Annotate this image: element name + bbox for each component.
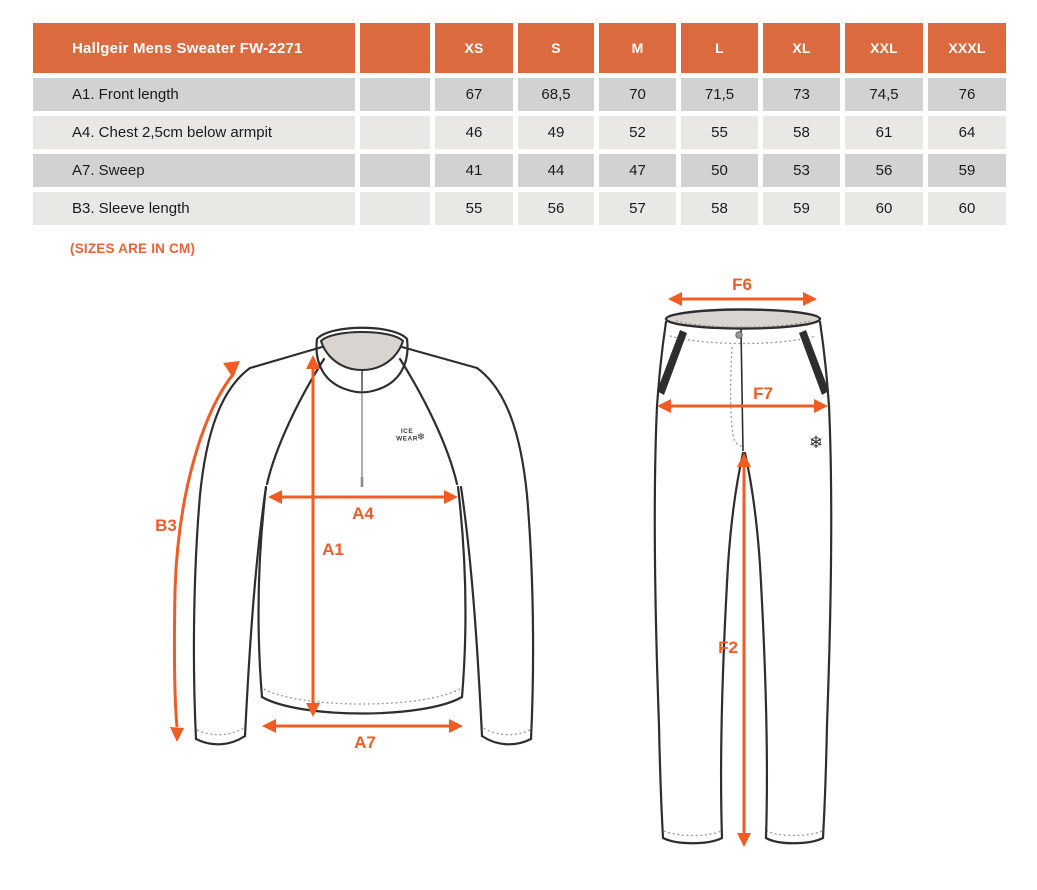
table-header-spacer bbox=[360, 23, 430, 73]
icewear-logo bbox=[396, 428, 425, 443]
row-spacer bbox=[360, 154, 430, 187]
cell-value: 52 bbox=[599, 116, 676, 149]
row-label: A1. Front length bbox=[33, 78, 355, 111]
size-table bbox=[33, 23, 1006, 225]
sweater-right-sleeve-outer bbox=[477, 368, 533, 739]
cell-value: 60 bbox=[845, 192, 923, 225]
sweater-left-raglan-seam bbox=[267, 359, 324, 484]
cell-value: 68,5 bbox=[518, 78, 594, 111]
row-spacer bbox=[360, 116, 430, 149]
a7-arrowhead-left bbox=[262, 719, 276, 733]
row-label: B3. Sleeve length bbox=[33, 192, 355, 225]
f2-arrowhead-bottom bbox=[737, 833, 751, 847]
cell-value: 53 bbox=[763, 154, 840, 187]
cell-value: 58 bbox=[681, 192, 758, 225]
sweater-right-raglan-seam bbox=[400, 359, 457, 484]
sweater-hem-stitch bbox=[264, 689, 460, 704]
pants-fly-stitch bbox=[731, 347, 742, 446]
sweater-left-sleeve-outer bbox=[194, 368, 250, 739]
pants-right-hem bbox=[766, 838, 823, 843]
size-header-l: L bbox=[681, 23, 758, 73]
cell-value: 49 bbox=[518, 116, 594, 149]
pants-measurement-arrows bbox=[657, 275, 828, 847]
cell-value: 74,5 bbox=[845, 78, 923, 111]
pants-button bbox=[736, 332, 742, 338]
size-header-xl: XL bbox=[763, 23, 840, 73]
cell-value: 55 bbox=[435, 192, 513, 225]
units-note: (SIZES ARE IN CM) bbox=[70, 241, 196, 256]
cell-value: 73 bbox=[763, 78, 840, 111]
cell-value: 70 bbox=[599, 78, 676, 111]
cell-value: 55 bbox=[681, 116, 758, 149]
b3-label: B3 bbox=[155, 516, 177, 535]
pants-front-seam bbox=[741, 329, 743, 451]
pants-measurement-diagram bbox=[620, 275, 880, 875]
sweater-right-cuff bbox=[482, 736, 531, 744]
cell-value: 67 bbox=[435, 78, 513, 111]
b3-arrow bbox=[174, 373, 234, 727]
pants-waist-opening bbox=[666, 310, 820, 329]
logo-text-line2: WEAR bbox=[396, 435, 418, 443]
sweater-measurement-arrows bbox=[155, 355, 463, 752]
pants-right-side bbox=[820, 322, 831, 838]
pants-left-hem-stitch bbox=[664, 831, 721, 836]
sweater-right-shoulder-seam bbox=[402, 347, 477, 368]
f2-label: F2 bbox=[718, 638, 738, 657]
size-header-xxl: XXL bbox=[845, 23, 923, 73]
table-title: Hallgeir Mens Sweater FW-2271 bbox=[33, 23, 355, 73]
cell-value: 56 bbox=[845, 154, 923, 187]
sweater-right-sleeve-inner bbox=[461, 487, 482, 736]
row-spacer bbox=[360, 192, 430, 225]
row-label: A4. Chest 2,5cm below armpit bbox=[33, 116, 355, 149]
snowflake-icon: ❄ bbox=[808, 433, 824, 452]
cell-value: 60 bbox=[928, 192, 1006, 225]
size-header-s: S bbox=[518, 23, 594, 73]
b3-arrowhead-bottom bbox=[170, 727, 184, 742]
cell-value: 76 bbox=[928, 78, 1006, 111]
f7-label: F7 bbox=[753, 384, 773, 403]
a4-arrowhead-left bbox=[268, 490, 282, 504]
pants-waistband-stitch bbox=[670, 336, 816, 344]
cell-value: 59 bbox=[763, 192, 840, 225]
size-header-xs: XS bbox=[435, 23, 513, 73]
cell-value: 44 bbox=[518, 154, 594, 187]
row-label: A7. Sweep bbox=[33, 154, 355, 187]
a1-label: A1 bbox=[322, 540, 344, 559]
f6-label: F6 bbox=[732, 275, 752, 294]
cell-value: 61 bbox=[845, 116, 923, 149]
f7-arrowhead-right bbox=[814, 399, 828, 413]
cell-value: 58 bbox=[763, 116, 840, 149]
sweater-hem bbox=[262, 697, 462, 714]
cell-value: 47 bbox=[599, 154, 676, 187]
pants-right-inseam bbox=[745, 453, 767, 838]
sweater-collar-inner bbox=[321, 332, 403, 370]
cell-value: 57 bbox=[599, 192, 676, 225]
sweater-left-cuff bbox=[196, 736, 245, 744]
cell-value: 56 bbox=[518, 192, 594, 225]
sweater-outline bbox=[194, 328, 533, 745]
a4-arrowhead-right bbox=[444, 490, 458, 504]
sweater-body-left bbox=[259, 487, 266, 697]
sweater-left-cuff-stitch bbox=[197, 728, 244, 735]
sweater-measurement-diagram bbox=[150, 295, 570, 775]
a4-label: A4 bbox=[352, 504, 374, 523]
a7-label: A7 bbox=[354, 733, 376, 752]
b3-arrowhead-top bbox=[223, 361, 240, 378]
cell-value: 50 bbox=[681, 154, 758, 187]
cell-value: 46 bbox=[435, 116, 513, 149]
logo-text-line1: ICE bbox=[400, 428, 414, 435]
snowflake-icon: ❄ bbox=[416, 432, 426, 443]
f6-arrowhead-right bbox=[803, 292, 817, 306]
pants-left-hem bbox=[663, 838, 722, 843]
pants-left-side bbox=[655, 322, 666, 838]
f6-arrowhead-left bbox=[668, 292, 682, 306]
f2-arrowhead-top bbox=[737, 453, 751, 467]
size-header-xxxl: XXXL bbox=[928, 23, 1006, 73]
sweater-right-cuff-stitch bbox=[483, 728, 530, 735]
cell-value: 64 bbox=[928, 116, 1006, 149]
cell-value: 59 bbox=[928, 154, 1006, 187]
pants-right-hem-stitch bbox=[767, 831, 822, 836]
f7-arrowhead-left bbox=[657, 399, 671, 413]
cell-value: 41 bbox=[435, 154, 513, 187]
cell-value: 71,5 bbox=[681, 78, 758, 111]
size-header-m: M bbox=[599, 23, 676, 73]
a7-arrowhead-right bbox=[449, 719, 463, 733]
row-spacer bbox=[360, 78, 430, 111]
